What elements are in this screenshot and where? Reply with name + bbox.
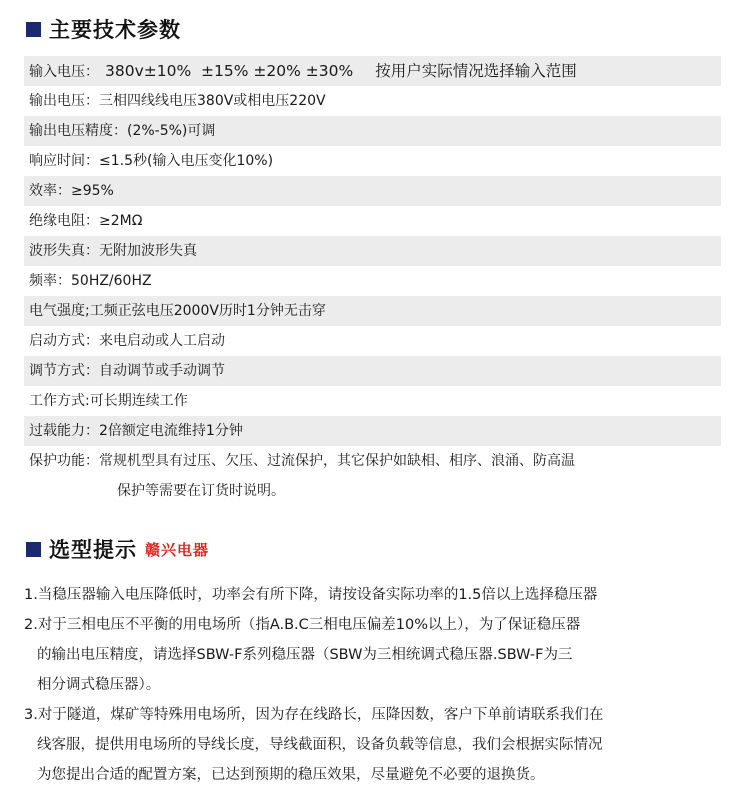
spec-label: 波形失真： — [29, 243, 99, 259]
spec-label: 工作方式: — [29, 393, 90, 409]
spec-value: 常规机型具有过压、欠压、过流保护，其它保护如缺相、相序、浪涌、防高温 — [99, 453, 575, 469]
spec-label: 绝缘电阻： — [29, 213, 99, 229]
section-heading-selection — [26, 534, 209, 564]
spec-value: 工频正弦电压2000V历时1分钟无击穿 — [89, 303, 326, 319]
section-title: 选型提示 — [49, 538, 137, 562]
spec-row — [24, 416, 721, 446]
spec-value: 自动调节或手动调节 — [99, 363, 225, 379]
note-line: 2.对于三相电压不平衡的用电场所（指A.B.C三相电压偏差10%以上），为了保证稳压器 — [24, 617, 581, 633]
spec-value: 50HZ/60HZ — [71, 273, 152, 289]
note-item — [24, 580, 734, 610]
spec-value: 2倍额定电流维持1分钟 — [99, 423, 243, 439]
spec-label: 输出电压： — [29, 93, 99, 109]
spec-label: 调节方式： — [29, 363, 99, 379]
spec-value: ≥95% — [71, 183, 114, 199]
spec-value: 三相四线线电压380V或相电压220V — [99, 93, 326, 109]
section-title: 主要技术参数 — [49, 18, 181, 42]
spec-row — [24, 146, 721, 176]
spec-row — [24, 266, 721, 296]
note-line: 的输出电压精度，请选择SBW-F系列稳压器（SBW为三相统调式稳压器.SBW-F为三 — [37, 647, 573, 663]
spec-row — [24, 176, 721, 206]
note-line: 1.当稳压器输入电压降低时，功率会有所下降，请按设备实际功率的1.5倍以上选择稳压器 — [24, 587, 598, 603]
spec-row — [24, 296, 721, 326]
spec-label: 过载能力： — [29, 423, 99, 439]
spec-row — [24, 326, 721, 356]
note-line: 相分调式稳压器）。 — [37, 677, 161, 693]
spec-value: 来电启动或人工启动 — [99, 333, 225, 349]
selection-notes — [24, 580, 734, 790]
spec-label: 电气强度; — [29, 303, 90, 319]
spec-value: (2%-5%)可调 — [127, 123, 216, 139]
heading-square-icon — [26, 22, 41, 37]
spec-value-continued: 保护等需要在订货时说明。 — [117, 483, 285, 499]
note-line: 3.对于隧道，煤矿等特殊用电场所，因为存在线路长，压降因数，客户下单前请联系我们在 — [24, 707, 604, 723]
spec-label: 输出电压精度： — [29, 123, 127, 139]
spec-row — [24, 236, 721, 266]
spec-value: 无附加波形失真 — [99, 243, 197, 259]
spec-row — [24, 446, 721, 506]
spec-extra: 按用户实际情况选择输入范围 — [375, 62, 577, 80]
spec-row — [24, 386, 721, 416]
spec-row — [24, 356, 721, 386]
note-line: 线客服，提供用电场所的导线长度，导线截面积，设备负载等信息，我们会根据实际情况 — [37, 737, 603, 753]
spec-label: 启动方式： — [29, 333, 99, 349]
spec-table — [24, 56, 721, 506]
spec-row — [24, 56, 721, 86]
note-item — [24, 700, 734, 790]
spec-value: 可长期连续工作 — [89, 393, 188, 409]
spec-label: 输入电压： — [29, 64, 99, 80]
heading-square-icon — [26, 542, 41, 557]
spec-value: ≥2MΩ — [99, 213, 143, 229]
spec-label: 效率： — [29, 183, 71, 199]
spec-row — [24, 116, 721, 146]
spec-value: 380v±10% ±15% ±20% ±30% — [105, 62, 354, 80]
spec-label: 响应时间： — [29, 153, 99, 169]
note-line: 为您提出合适的配置方案，已达到预期的稳压效果，尽量避免不必要的退换货。 — [37, 767, 545, 783]
spec-row — [24, 206, 721, 236]
spec-label: 保护功能： — [29, 453, 99, 469]
note-item — [24, 610, 734, 700]
spec-label: 频率： — [29, 273, 71, 289]
spec-value: ≤1.5秒(输入电压变化10%) — [99, 153, 274, 169]
section-heading-specs — [26, 14, 181, 44]
spec-row — [24, 86, 721, 116]
brand-name: 赣兴电器 — [145, 540, 210, 559]
